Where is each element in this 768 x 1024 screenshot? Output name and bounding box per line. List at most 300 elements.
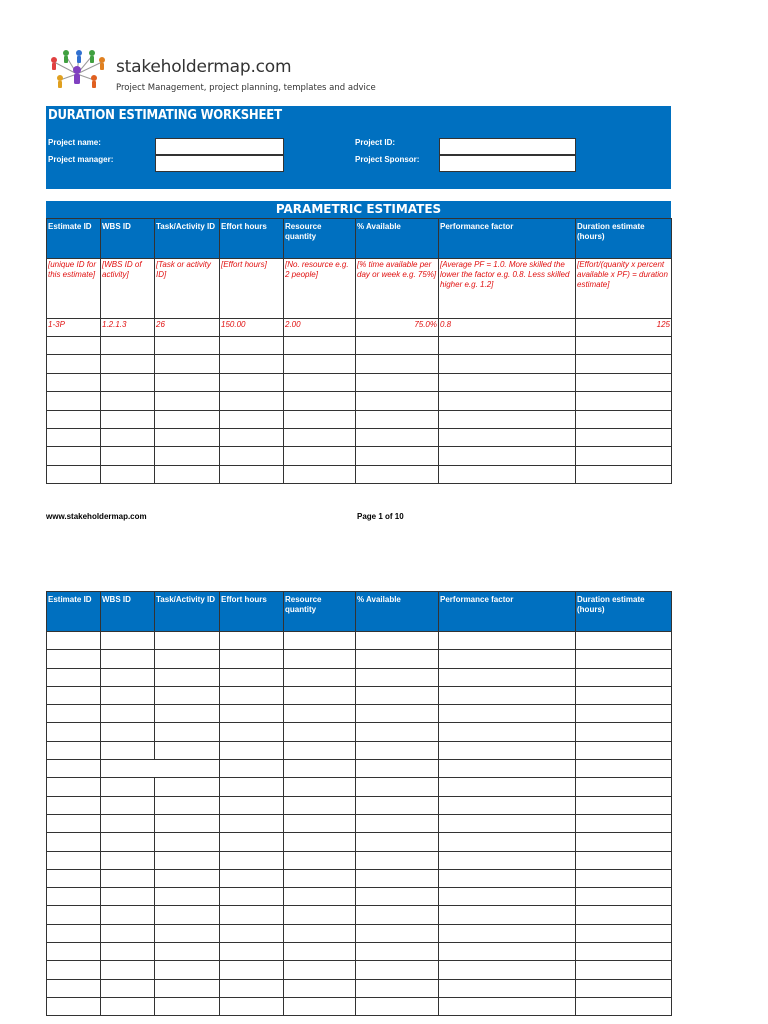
empty-cell[interactable] xyxy=(439,428,576,446)
empty-cell[interactable] xyxy=(284,814,356,832)
empty-cell[interactable] xyxy=(284,723,356,741)
empty-cell[interactable] xyxy=(356,796,439,814)
empty-cell[interactable] xyxy=(155,668,220,686)
empty-cell[interactable] xyxy=(356,869,439,887)
empty-cell[interactable] xyxy=(220,632,284,650)
empty-cell[interactable] xyxy=(47,355,101,373)
empty-cell[interactable] xyxy=(576,851,672,869)
empty-cell[interactable] xyxy=(101,997,155,1015)
empty-cell[interactable] xyxy=(220,961,284,979)
empty-cell[interactable] xyxy=(101,447,155,465)
empty-cell[interactable] xyxy=(284,373,356,391)
empty-cell[interactable] xyxy=(155,943,220,961)
empty-cell[interactable] xyxy=(47,943,101,961)
empty-cell[interactable] xyxy=(220,997,284,1015)
empty-cell[interactable] xyxy=(439,924,576,942)
empty-cell[interactable] xyxy=(284,760,356,778)
empty-cell[interactable] xyxy=(284,997,356,1015)
empty-cell[interactable] xyxy=(356,410,439,428)
empty-cell[interactable] xyxy=(439,650,576,668)
empty-cell[interactable] xyxy=(220,373,284,391)
empty-cell[interactable] xyxy=(284,355,356,373)
empty-cell[interactable] xyxy=(101,723,155,741)
empty-cell[interactable] xyxy=(576,778,672,796)
empty-cell[interactable] xyxy=(356,979,439,997)
empty-cell[interactable] xyxy=(284,833,356,851)
empty-cell[interactable] xyxy=(439,961,576,979)
empty-cell[interactable] xyxy=(101,961,155,979)
empty-cell[interactable] xyxy=(284,337,356,355)
empty-cell[interactable] xyxy=(155,869,220,887)
empty-cell[interactable] xyxy=(220,337,284,355)
empty-row xyxy=(47,997,672,1015)
worksheet-title: DURATION ESTIMATING WORKSHEET xyxy=(48,108,282,123)
column-header: Effort hours xyxy=(220,592,284,632)
empty-cell[interactable] xyxy=(155,392,220,410)
example-cell[interactable]: 75.0% xyxy=(356,319,439,337)
empty-cell[interactable] xyxy=(356,833,439,851)
empty-cell[interactable] xyxy=(155,428,220,446)
empty-cell[interactable] xyxy=(47,851,101,869)
empty-cell[interactable] xyxy=(101,924,155,942)
empty-cell[interactable] xyxy=(284,943,356,961)
column-header: % Available xyxy=(356,219,439,259)
empty-cell[interactable] xyxy=(155,979,220,997)
empty-cell[interactable] xyxy=(284,705,356,723)
empty-cell[interactable] xyxy=(101,741,155,759)
empty-cell[interactable] xyxy=(47,869,101,887)
empty-cell[interactable] xyxy=(356,723,439,741)
empty-cell[interactable] xyxy=(439,668,576,686)
description-cell[interactable]: [Effort hours] xyxy=(220,259,284,319)
empty-cell[interactable] xyxy=(356,465,439,483)
empty-cell[interactable] xyxy=(220,888,284,906)
empty-cell[interactable] xyxy=(155,833,220,851)
empty-cell[interactable] xyxy=(220,686,284,704)
example-cell[interactable]: 125 xyxy=(576,319,672,337)
empty-cell[interactable] xyxy=(155,961,220,979)
empty-cell[interactable] xyxy=(439,814,576,832)
empty-cell[interactable] xyxy=(155,337,220,355)
empty-cell[interactable] xyxy=(439,337,576,355)
description-cell[interactable]: [WBS ID of activity] xyxy=(101,259,155,319)
empty-cell[interactable] xyxy=(47,705,101,723)
empty-cell[interactable] xyxy=(47,686,101,704)
empty-cell[interactable] xyxy=(220,465,284,483)
example-cell[interactable]: 0.8 xyxy=(439,319,576,337)
example-row xyxy=(47,319,672,337)
parametric-estimates-table xyxy=(46,218,672,484)
empty-cell[interactable] xyxy=(576,961,672,979)
example-cell[interactable]: 1-3P xyxy=(47,319,101,337)
empty-row xyxy=(47,814,672,832)
empty-cell[interactable] xyxy=(439,796,576,814)
empty-cell[interactable] xyxy=(101,355,155,373)
empty-cell[interactable] xyxy=(356,760,439,778)
empty-row xyxy=(47,869,672,887)
empty-cell[interactable] xyxy=(356,943,439,961)
description-row xyxy=(47,259,672,319)
empty-cell[interactable] xyxy=(439,632,576,650)
empty-row xyxy=(47,778,672,796)
empty-cell[interactable] xyxy=(155,465,220,483)
empty-cell[interactable] xyxy=(439,760,576,778)
empty-cell[interactable] xyxy=(47,760,101,778)
empty-cell[interactable] xyxy=(155,814,220,832)
example-cell[interactable]: 1.2.1.3 xyxy=(101,319,155,337)
table-header-row xyxy=(47,219,672,259)
empty-cell[interactable] xyxy=(439,943,576,961)
empty-cell[interactable] xyxy=(101,650,155,668)
column-header: Task/Activity ID xyxy=(155,592,220,632)
empty-cell[interactable] xyxy=(284,686,356,704)
empty-cell[interactable] xyxy=(439,410,576,428)
empty-cell[interactable] xyxy=(155,686,220,704)
empty-cell[interactable] xyxy=(155,778,220,796)
empty-cell[interactable] xyxy=(576,979,672,997)
empty-cell[interactable] xyxy=(284,741,356,759)
column-header: Estimate ID xyxy=(47,592,101,632)
project-name-field[interactable] xyxy=(155,138,284,155)
empty-cell[interactable] xyxy=(439,979,576,997)
empty-cell[interactable] xyxy=(101,778,155,796)
empty-row xyxy=(47,650,672,668)
empty-cell[interactable] xyxy=(47,796,101,814)
empty-cell[interactable] xyxy=(284,392,356,410)
empty-cell[interactable] xyxy=(356,355,439,373)
empty-cell[interactable] xyxy=(284,650,356,668)
empty-cell[interactable] xyxy=(47,778,101,796)
empty-cell[interactable] xyxy=(220,924,284,942)
empty-cell[interactable] xyxy=(284,869,356,887)
empty-cell[interactable] xyxy=(47,833,101,851)
empty-cell[interactable] xyxy=(439,851,576,869)
empty-cell[interactable] xyxy=(576,632,672,650)
empty-cell[interactable] xyxy=(101,373,155,391)
continuation-estimates-table xyxy=(46,591,672,1016)
empty-cell[interactable] xyxy=(576,686,672,704)
footer-url: www.stakeholdermap.com xyxy=(46,512,147,521)
empty-cell[interactable] xyxy=(155,888,220,906)
empty-cell[interactable] xyxy=(284,410,356,428)
empty-row xyxy=(47,465,672,483)
empty-cell[interactable] xyxy=(47,337,101,355)
empty-cell[interactable] xyxy=(576,447,672,465)
empty-cell[interactable] xyxy=(155,997,220,1015)
empty-cell[interactable] xyxy=(155,796,220,814)
empty-cell[interactable] xyxy=(220,979,284,997)
empty-cell[interactable] xyxy=(220,833,284,851)
empty-cell[interactable] xyxy=(576,833,672,851)
column-header: Duration estimate (hours) xyxy=(576,219,672,259)
empty-cell[interactable] xyxy=(220,355,284,373)
empty-cell[interactable] xyxy=(576,465,672,483)
parametric-estimates-title: PARAMETRIC ESTIMATES xyxy=(46,201,671,218)
empty-cell[interactable] xyxy=(47,428,101,446)
empty-row xyxy=(47,355,672,373)
empty-cell[interactable] xyxy=(101,632,155,650)
empty-cell[interactable] xyxy=(101,979,155,997)
empty-cell[interactable] xyxy=(284,465,356,483)
empty-cell[interactable] xyxy=(101,428,155,446)
empty-cell[interactable] xyxy=(47,650,101,668)
worksheet-header-panel xyxy=(46,106,671,189)
empty-cell[interactable] xyxy=(220,869,284,887)
empty-cell[interactable] xyxy=(47,924,101,942)
empty-cell[interactable] xyxy=(356,392,439,410)
empty-cell[interactable] xyxy=(356,668,439,686)
empty-cell[interactable] xyxy=(439,833,576,851)
empty-cell[interactable] xyxy=(220,705,284,723)
empty-cell[interactable] xyxy=(439,373,576,391)
example-cell[interactable]: 150.00 xyxy=(220,319,284,337)
empty-cell[interactable] xyxy=(220,760,284,778)
empty-cell[interactable] xyxy=(439,997,576,1015)
empty-cell[interactable] xyxy=(284,888,356,906)
description-cell[interactable]: [Effort/(quanity x percent available x PF) = duration estimate] xyxy=(576,259,672,319)
empty-cell[interactable] xyxy=(101,814,155,832)
project-sponsor-label: Project Sponsor: xyxy=(355,155,420,164)
empty-cell[interactable] xyxy=(576,723,672,741)
empty-row xyxy=(47,833,672,851)
empty-cell[interactable] xyxy=(439,741,576,759)
column-header: Duration estimate (hours) xyxy=(576,592,672,632)
empty-cell[interactable] xyxy=(220,851,284,869)
empty-cell[interactable] xyxy=(576,410,672,428)
empty-cell[interactable] xyxy=(284,906,356,924)
empty-cell[interactable] xyxy=(576,373,672,391)
description-cell[interactable]: [Task or activity ID] xyxy=(155,259,220,319)
empty-cell[interactable] xyxy=(439,686,576,704)
empty-cell[interactable] xyxy=(101,392,155,410)
empty-cell[interactable] xyxy=(356,705,439,723)
empty-cell[interactable] xyxy=(576,888,672,906)
empty-row xyxy=(47,796,672,814)
empty-cell[interactable] xyxy=(220,668,284,686)
empty-cell[interactable] xyxy=(439,869,576,887)
empty-cell[interactable] xyxy=(356,447,439,465)
empty-cell[interactable] xyxy=(101,668,155,686)
empty-cell[interactable] xyxy=(155,355,220,373)
empty-cell[interactable] xyxy=(220,410,284,428)
empty-cell[interactable] xyxy=(101,686,155,704)
empty-cell[interactable] xyxy=(356,997,439,1015)
empty-cell[interactable] xyxy=(576,997,672,1015)
empty-cell[interactable] xyxy=(576,906,672,924)
empty-cell[interactable] xyxy=(101,337,155,355)
empty-cell[interactable] xyxy=(47,392,101,410)
empty-cell[interactable] xyxy=(284,924,356,942)
empty-cell[interactable] xyxy=(284,632,356,650)
column-header: Effort hours xyxy=(220,219,284,259)
empty-cell[interactable] xyxy=(101,705,155,723)
empty-cell[interactable] xyxy=(284,961,356,979)
empty-cell[interactable] xyxy=(284,851,356,869)
empty-cell[interactable] xyxy=(439,465,576,483)
empty-cell[interactable] xyxy=(576,760,672,778)
empty-row xyxy=(47,851,672,869)
empty-cell[interactable] xyxy=(155,906,220,924)
empty-cell[interactable] xyxy=(576,650,672,668)
empty-cell[interactable] xyxy=(284,778,356,796)
description-cell[interactable]: [Average PF = 1.0. More skilled the lower the factor e.g. 0.8. Less skilled higher e.g. 1.2] xyxy=(439,259,576,319)
empty-cell[interactable] xyxy=(47,465,101,483)
empty-cell[interactable] xyxy=(155,632,220,650)
empty-cell[interactable] xyxy=(155,410,220,428)
empty-cell[interactable] xyxy=(356,686,439,704)
empty-cell[interactable] xyxy=(220,943,284,961)
column-header: Estimate ID xyxy=(47,219,101,259)
empty-cell[interactable] xyxy=(101,906,155,924)
empty-cell[interactable] xyxy=(356,632,439,650)
empty-cell[interactable] xyxy=(220,650,284,668)
empty-row xyxy=(47,705,672,723)
empty-cell[interactable] xyxy=(576,924,672,942)
empty-cell[interactable] xyxy=(155,924,220,942)
empty-cell[interactable] xyxy=(220,392,284,410)
example-cell[interactable]: 2.00 xyxy=(284,319,356,337)
empty-row xyxy=(47,668,672,686)
empty-cell[interactable] xyxy=(356,778,439,796)
empty-cell[interactable] xyxy=(576,392,672,410)
empty-cell[interactable] xyxy=(576,337,672,355)
empty-cell[interactable] xyxy=(47,410,101,428)
project-id-field[interactable] xyxy=(439,138,576,155)
empty-cell[interactable] xyxy=(356,650,439,668)
empty-cell[interactable] xyxy=(439,906,576,924)
empty-row xyxy=(47,924,672,942)
empty-cell[interactable] xyxy=(356,888,439,906)
empty-cell[interactable] xyxy=(47,741,101,759)
empty-cell[interactable] xyxy=(220,447,284,465)
footer-page-number: Page 1 of 10 xyxy=(357,512,404,521)
empty-cell[interactable] xyxy=(439,778,576,796)
empty-cell[interactable] xyxy=(101,760,220,778)
empty-cell[interactable] xyxy=(356,337,439,355)
empty-cell[interactable] xyxy=(101,851,155,869)
empty-cell[interactable] xyxy=(220,906,284,924)
empty-cell[interactable] xyxy=(576,869,672,887)
empty-cell[interactable] xyxy=(220,796,284,814)
empty-cell[interactable] xyxy=(220,814,284,832)
description-cell[interactable]: [% time available per day or week e.g. 75%] xyxy=(356,259,439,319)
empty-cell[interactable] xyxy=(356,851,439,869)
table-header-row xyxy=(47,592,672,632)
empty-row xyxy=(47,741,672,759)
empty-cell[interactable] xyxy=(284,447,356,465)
empty-cell[interactable] xyxy=(356,741,439,759)
empty-cell[interactable] xyxy=(356,814,439,832)
empty-cell[interactable] xyxy=(356,428,439,446)
brand-tagline: Project Management, project planning, templates and advice xyxy=(116,83,376,93)
empty-cell[interactable] xyxy=(155,373,220,391)
empty-cell[interactable] xyxy=(47,723,101,741)
empty-cell[interactable] xyxy=(101,833,155,851)
empty-row xyxy=(47,943,672,961)
empty-cell[interactable] xyxy=(47,906,101,924)
empty-cell[interactable] xyxy=(356,961,439,979)
empty-cell[interactable] xyxy=(47,961,101,979)
empty-cell[interactable] xyxy=(220,723,284,741)
empty-cell[interactable] xyxy=(47,668,101,686)
empty-cell[interactable] xyxy=(101,410,155,428)
empty-cell[interactable] xyxy=(284,668,356,686)
empty-cell[interactable] xyxy=(576,796,672,814)
empty-cell[interactable] xyxy=(155,447,220,465)
empty-row xyxy=(47,447,672,465)
empty-cell[interactable] xyxy=(220,428,284,446)
empty-cell[interactable] xyxy=(284,428,356,446)
empty-cell[interactable] xyxy=(47,373,101,391)
empty-row xyxy=(47,760,672,778)
description-cell[interactable]: [unique ID for this estimate] xyxy=(47,259,101,319)
empty-cell[interactable] xyxy=(47,997,101,1015)
column-header: WBS ID xyxy=(101,219,155,259)
column-header: Resource quantity xyxy=(284,219,356,259)
empty-cell[interactable] xyxy=(220,778,284,796)
empty-cell[interactable] xyxy=(47,632,101,650)
project-name-label: Project name: xyxy=(48,138,101,147)
empty-cell[interactable] xyxy=(47,888,101,906)
empty-cell[interactable] xyxy=(155,723,220,741)
empty-row xyxy=(47,961,672,979)
column-header: WBS ID xyxy=(101,592,155,632)
empty-cell[interactable] xyxy=(576,668,672,686)
empty-cell[interactable] xyxy=(47,979,101,997)
empty-row xyxy=(47,979,672,997)
empty-cell[interactable] xyxy=(576,943,672,961)
empty-cell[interactable] xyxy=(101,869,155,887)
empty-cell[interactable] xyxy=(439,723,576,741)
column-header: Performance factor xyxy=(439,592,576,632)
description-cell[interactable]: [No. resource e.g. 2 people] xyxy=(284,259,356,319)
empty-cell[interactable] xyxy=(356,906,439,924)
empty-cell[interactable] xyxy=(439,392,576,410)
empty-cell[interactable] xyxy=(576,814,672,832)
column-header: Performance factor xyxy=(439,219,576,259)
empty-cell[interactable] xyxy=(220,741,284,759)
empty-cell[interactable] xyxy=(101,796,155,814)
empty-cell[interactable] xyxy=(101,943,155,961)
empty-cell[interactable] xyxy=(576,705,672,723)
empty-cell[interactable] xyxy=(439,447,576,465)
empty-cell[interactable] xyxy=(439,888,576,906)
column-header: Task/Activity ID xyxy=(155,219,220,259)
column-header: % Available xyxy=(356,592,439,632)
empty-cell[interactable] xyxy=(356,373,439,391)
empty-cell[interactable] xyxy=(47,447,101,465)
empty-cell[interactable] xyxy=(101,465,155,483)
empty-cell[interactable] xyxy=(356,924,439,942)
example-cell[interactable]: 26 xyxy=(155,319,220,337)
empty-cell[interactable] xyxy=(576,355,672,373)
empty-cell[interactable] xyxy=(155,741,220,759)
empty-row xyxy=(47,888,672,906)
empty-cell[interactable] xyxy=(576,428,672,446)
empty-cell[interactable] xyxy=(155,650,220,668)
project-sponsor-field[interactable] xyxy=(439,155,576,172)
empty-cell[interactable] xyxy=(47,814,101,832)
empty-cell[interactable] xyxy=(284,796,356,814)
empty-cell[interactable] xyxy=(439,705,576,723)
empty-cell[interactable] xyxy=(155,851,220,869)
empty-cell[interactable] xyxy=(155,705,220,723)
empty-cell[interactable] xyxy=(576,741,672,759)
project-manager-field[interactable] xyxy=(155,155,284,172)
empty-cell[interactable] xyxy=(101,888,155,906)
empty-cell[interactable] xyxy=(284,979,356,997)
empty-cell[interactable] xyxy=(439,355,576,373)
